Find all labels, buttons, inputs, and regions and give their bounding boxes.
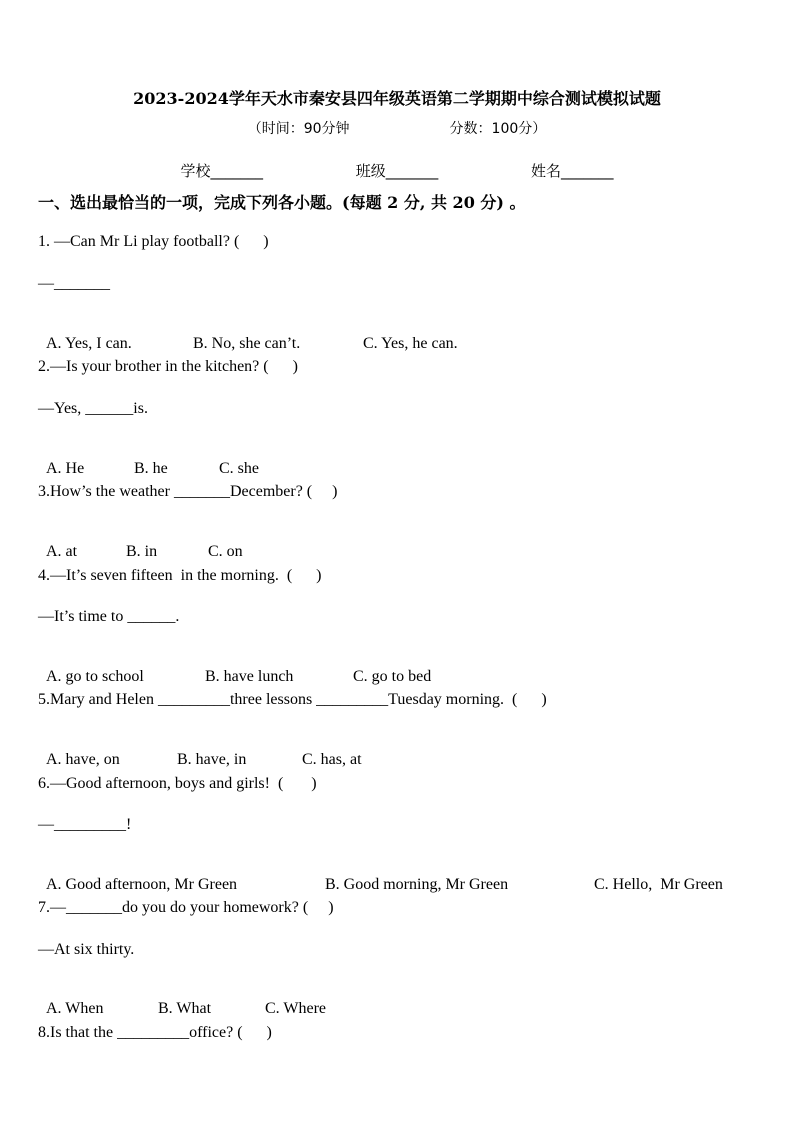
question-1: 1. —Can Mr Li play football? ( ) bbox=[38, 233, 269, 250]
exam-time: （时间：90分钟 bbox=[247, 121, 350, 137]
option-5a: A. have, on bbox=[46, 751, 120, 768]
option-2a: A. He bbox=[46, 460, 85, 477]
option-3b: B. in bbox=[126, 543, 158, 560]
option-6c: C. Hello, Mr Green bbox=[594, 876, 723, 893]
options-7 bbox=[38, 982, 326, 1018]
option-2c: C. she bbox=[219, 460, 259, 477]
option-2b: B. he bbox=[134, 460, 168, 477]
answer-line-7: —At six thirty. bbox=[38, 941, 135, 958]
option-5b: B. have, in bbox=[177, 751, 247, 768]
question-8: 8.Is that the _________office? ( ) bbox=[38, 1024, 272, 1041]
exam-score: 分数：100分） bbox=[449, 121, 547, 137]
question-3: 3.How’s the weather _______December? ( ) bbox=[38, 483, 338, 500]
options-2 bbox=[38, 442, 259, 478]
answer-line-6: —_________! bbox=[38, 816, 132, 833]
option-1a: A. Yes, I can. bbox=[46, 335, 132, 352]
school-field: 学校_______ bbox=[180, 162, 263, 180]
option-7a: A. When bbox=[46, 1000, 104, 1017]
options-4 bbox=[38, 650, 431, 686]
question-6: 6.—Good afternoon, boys and girls! ( ) bbox=[38, 775, 317, 792]
question-4: 4.—It’s seven fifteen in the morning. ( ) bbox=[38, 567, 322, 584]
option-6b: B. Good morning, Mr Green bbox=[325, 876, 509, 893]
option-5c: C. has, at bbox=[302, 751, 362, 768]
exam-meta bbox=[0, 118, 794, 138]
option-7c: C. Where bbox=[265, 1000, 327, 1017]
options-5 bbox=[38, 733, 362, 769]
section-title: 一、选出最恰当的一项，完成下列各小题。(每题 2 分, 共 20 分) 。 bbox=[38, 193, 526, 212]
question-5: 5.Mary and Helen _________three lessons _________Tuesday morning. ( ) bbox=[38, 691, 547, 708]
question-7: 7.—_______do you do your homework? ( ) bbox=[38, 899, 334, 916]
answer-line-1: —_______ bbox=[38, 275, 110, 292]
student-info bbox=[0, 160, 794, 181]
page-title: 2023-2024学年天水市秦安县四年级英语第二学期期中综合测试模拟试题 bbox=[133, 89, 661, 108]
options-3 bbox=[38, 525, 243, 561]
option-4b: B. have lunch bbox=[205, 668, 294, 685]
name-field: 姓名_______ bbox=[531, 162, 614, 180]
option-1c: C. Yes, he can. bbox=[363, 335, 458, 352]
class-field: 班级_______ bbox=[355, 162, 439, 180]
option-4c: C. go to bed bbox=[353, 668, 432, 685]
option-7b: B. What bbox=[158, 1000, 212, 1017]
answer-line-2: —Yes, ______is. bbox=[38, 400, 148, 417]
question-2: 2.—Is your brother in the kitchen? ( ) bbox=[38, 358, 298, 375]
options-1 bbox=[38, 317, 458, 353]
options-6 bbox=[38, 858, 723, 894]
option-3a: A. at bbox=[46, 543, 78, 560]
option-4a: A. go to school bbox=[46, 668, 144, 685]
option-1b: B. No, she can’t. bbox=[193, 335, 301, 352]
option-3c: C. on bbox=[208, 543, 243, 560]
option-6a: A. Good afternoon, Mr Green bbox=[46, 876, 238, 893]
answer-line-4: —It’s time to ______. bbox=[38, 608, 180, 625]
